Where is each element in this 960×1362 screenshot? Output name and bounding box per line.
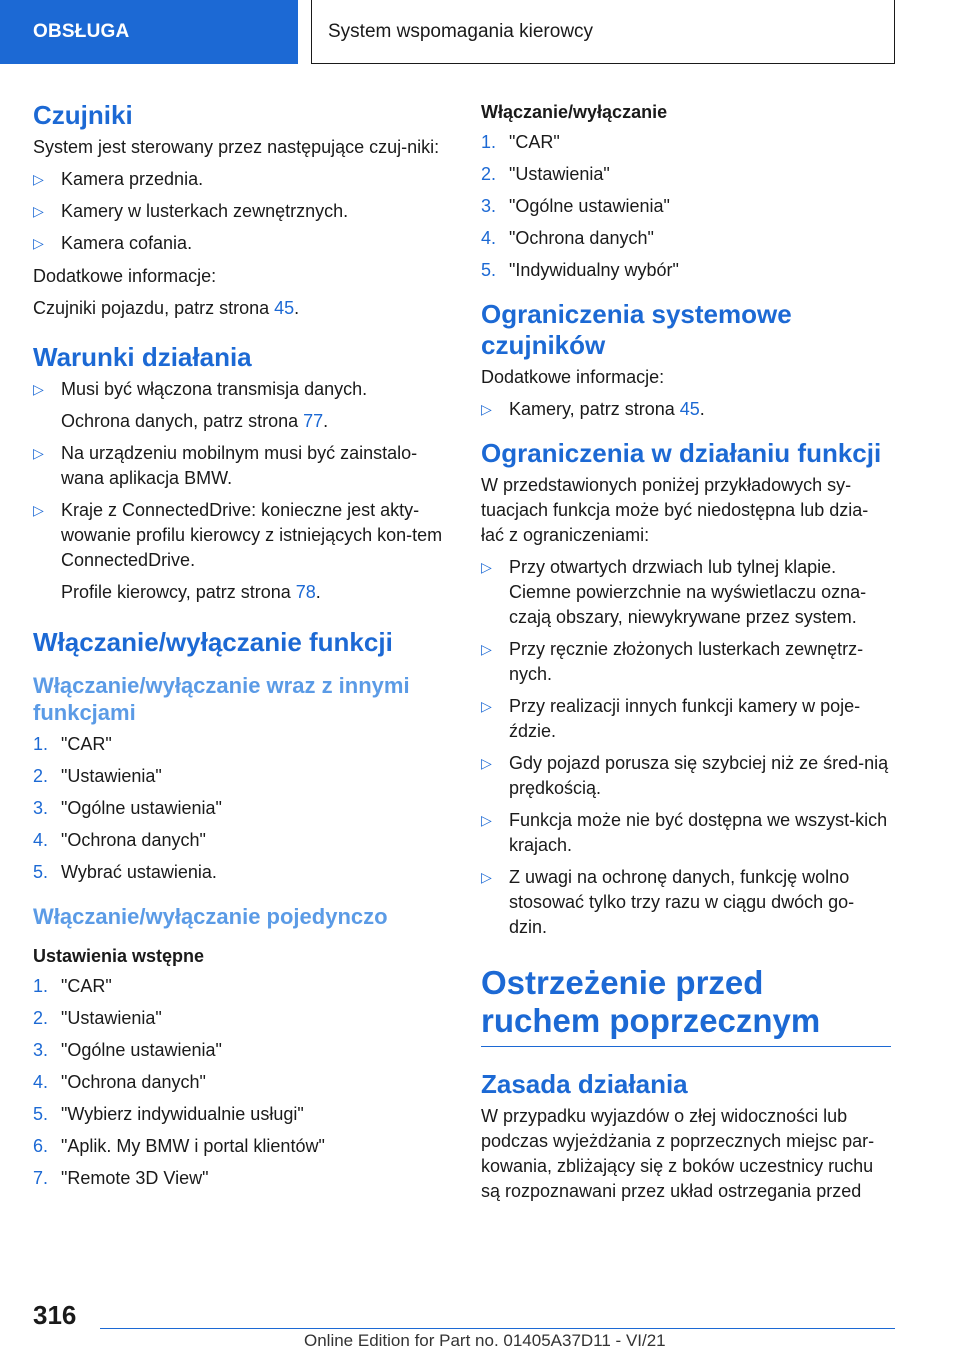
func-limits-list [481,555,891,940]
sys-limits-list [481,397,891,422]
sensors-list [33,167,443,256]
toggle-heading: Włączanie/wyłączanie funkcji [33,627,393,657]
presets-heading: Ustawienia wstępne [33,946,205,966]
bullet-triangle-icon: ▷ [33,381,44,397]
list-item: ▷ Kraje z ConnectedDrive: konieczne jest akty-wowanie profilu kierowcy z istniejących kon-tem ConnectedDrive. Profile kierowcy, patrz strona 78. [33,500,443,602]
sensors-intro: System jest sterowany przez następujące czuj-niki: [33,137,440,157]
footer-divider [100,1328,895,1329]
toggle-individual-heading: Włączanie/wyłączanie pojedynczo [33,904,388,929]
list-item: 4. "Ochrona danych" [33,830,206,850]
list-item: ▷ Przy ręcznie złożonych lusterkach zewnętrz-nych. [481,639,864,684]
list-item: ▷ Na urządzeniu mobilnym musi być zainstalo-wana aplikacja BMW. [33,443,418,488]
page-link[interactable]: 77 [303,411,324,431]
func-limits-intro: W przedstawionych poniżej przykładowych sy-tuacjach funkcja może być niedostępna lub dzia-łać z ograniczeniami: [481,475,869,545]
list-item: 2. "Ustawienia" [33,1008,162,1028]
bullet-triangle-icon: ▷ [481,869,492,885]
list-item: 3. "Ogólne ustawienia" [481,196,670,216]
list-item: 5. "Indywidualny wybór" [481,260,679,280]
bullet-triangle-icon: ▷ [481,641,492,657]
list-item: ▷ Musi być włączona transmisja danych. Ochrona danych, patrz strona 77. [33,379,368,431]
page-link[interactable]: 45 [679,399,700,419]
list-item: ▷ Kamery, patrz strona 45. [481,397,891,422]
onoff-steps [481,130,891,283]
list-item: ▷ Funkcja może nie być dostępna we wszyst-kich krajach. [481,810,888,855]
bullet-triangle-icon: ▷ [33,502,44,518]
list-item: ▷ Gdy pojazd porusza się szybciej niż ze śred-nią prędkością. [481,753,889,798]
list-item: ▷ Kamera cofania. [33,231,443,256]
bullet-triangle-icon: ▷ [481,559,492,575]
func-limits-heading: Ograniczenia w działaniu funkcji [481,438,882,468]
sensors-heading: Czujniki [33,100,133,130]
header-title: System wspomagania kierowcy [311,0,895,64]
page-number: 316 [33,1300,77,1330]
list-item: 4. "Ochrona danych" [33,1072,206,1092]
list-item: 5. Wybrać ustawienia. [33,862,217,882]
list-item: 2. "Ustawienia" [33,766,162,786]
conditions-heading: Warunki działania [33,342,252,372]
bullet-triangle-icon: ▷ [33,203,44,219]
list-item: 3. "Ogólne ustawienia" [33,798,222,818]
bullet-triangle-icon: ▷ [481,401,492,417]
list-item: 1. "CAR" [33,976,112,996]
list-item: ▷ Kamery w lusterkach zewnętrznych. [33,199,443,224]
list-item: 6. "Aplik. My BMW i portal klientów" [33,1136,325,1156]
list-item: 4. "Ochrona danych" [481,228,654,248]
right-column [481,100,891,1211]
heading-divider [481,1046,891,1047]
sys-limits-heading: Ograniczenia systemowe czujników [481,299,792,360]
header-section-tab: OBSŁUGA [0,0,298,64]
list-item: 1. "CAR" [481,132,560,152]
sensors-more-info: Dodatkowe informacje: [33,266,217,286]
list-item: 2. "Ustawienia" [481,164,610,184]
bullet-triangle-icon: ▷ [33,445,44,461]
list-item: 3. "Ogólne ustawienia" [33,1040,222,1060]
list-item: ▷ Przy otwartych drzwiach lub tylnej klapie. Ciemne powierzchnie na wyświetlaczu ozna-czają obszary, niewykrywane przez system. [481,557,867,627]
toggle-individual-steps [33,974,443,1191]
conditions-list [33,377,443,605]
sensors-ref: Czujniki pojazdu, patrz strona 45. [33,298,300,318]
page-link[interactable]: 78 [295,582,316,602]
principle-text: W przypadku wyjazdów o złej widoczności lub podczas wyjeżdżania z poprzecznych miejsc par-kowania, zbliżający się z boków uczestnicy ruchu są rozpoznawani przez układ ostrzegania przed [481,1106,875,1201]
principle-heading: Zasada działania [481,1069,688,1099]
list-item: 1. "CAR" [33,734,112,754]
cross-traffic-heading: Ostrzeżenie przed ruchem poprzecznym [481,964,821,1039]
bullet-triangle-icon: ▷ [33,235,44,251]
toggle-with-others-steps [33,732,443,885]
list-item: ▷ Przy realizacji innych funkcji kamery w poje-ździe. [481,696,861,741]
toggle-with-others-heading: Włączanie/wyłączanie wraz z innymi funkcjami [33,673,410,725]
bullet-triangle-icon: ▷ [33,171,44,187]
list-item: ▷ Kamera przednia. [33,167,443,192]
bullet-triangle-icon: ▷ [481,755,492,771]
list-item: ▷ Z uwagi na ochronę danych, funkcję wolno stosować tylko trzy razu w ciągu dwóch go-dzin. [481,867,855,937]
list-item: 5. "Wybierz indywidualnie usługi" [33,1104,304,1124]
left-column [33,100,443,1199]
footer-edition: Online Edition for Part no. 01405A37D11 - VI/21 [304,1331,666,1350]
bullet-triangle-icon: ▷ [481,812,492,828]
list-item: 7. "Remote 3D View" [33,1168,209,1188]
bullet-triangle-icon: ▷ [481,698,492,714]
onoff-heading: Włączanie/wyłączanie [481,102,668,122]
sys-limits-more-info: Dodatkowe informacje: [481,367,665,387]
page-link[interactable]: 45 [274,298,295,318]
